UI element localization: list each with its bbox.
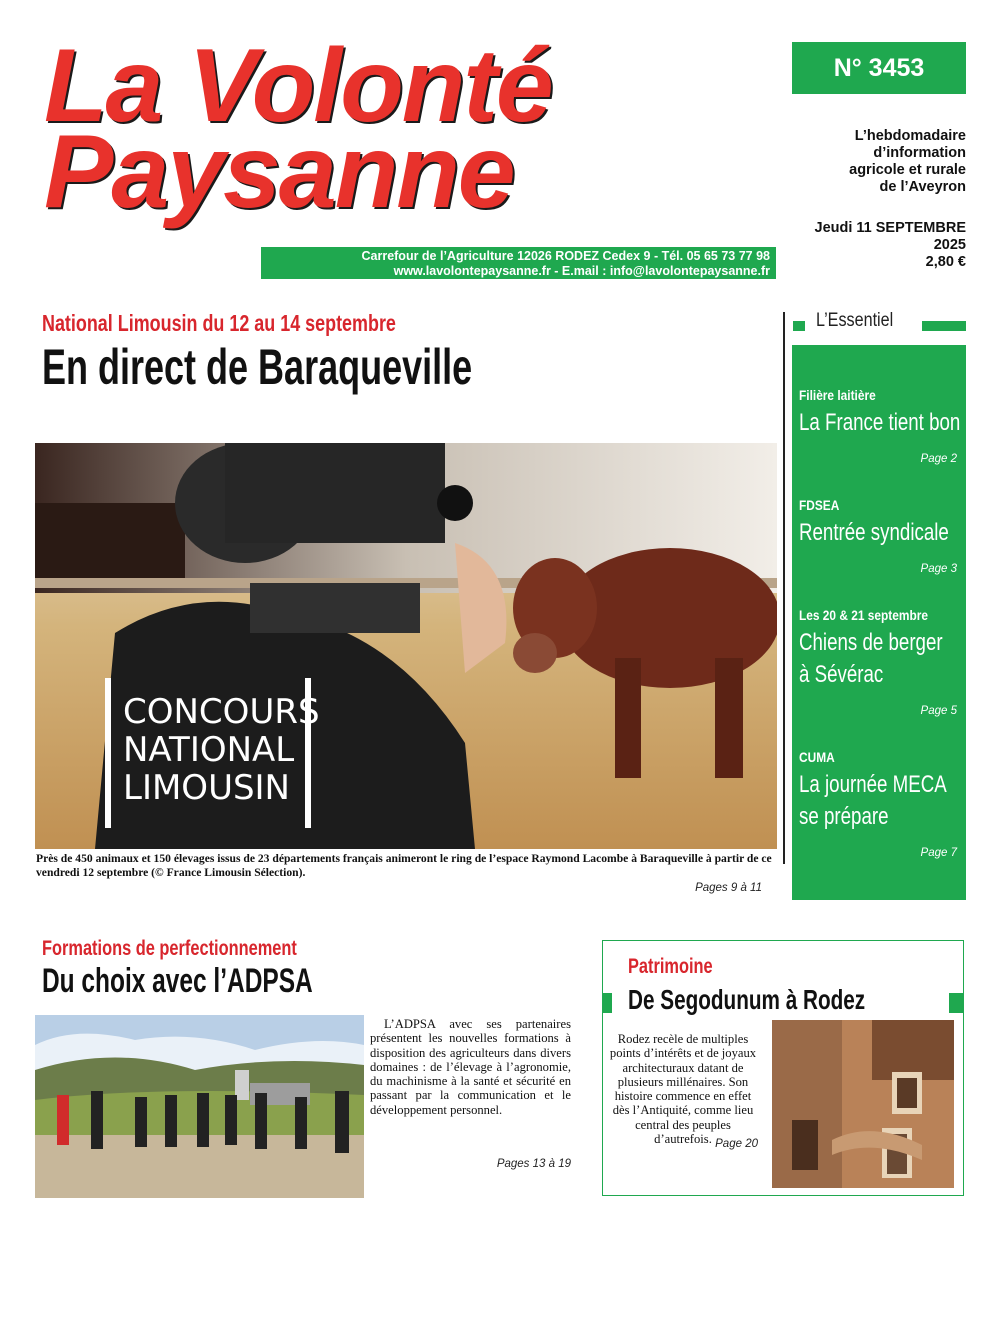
formations-kicker: Formations de perfectionnement [42,937,297,960]
lead-kicker: National Limousin du 12 au 14 septembre [42,310,396,336]
masthead-logo [44,28,744,230]
essentiel-kicker: FDSEA [799,497,840,513]
date-line-1: Jeudi 11 SEPTEMBRE [814,220,966,236]
headline-tab [602,993,612,1013]
tagline [780,128,966,196]
date-line-2: 2025 [933,237,966,253]
shirt-text: CONCOURS [123,692,320,732]
tagline-line: agricole et rurale [849,162,966,178]
essentiel-title-line: Chiens de berger [799,629,943,656]
essentiel-kicker: Les 20 & 21 septembre [799,607,928,623]
lead-page-ref: Pages 9 à 11 [695,882,762,894]
formations-photo [35,1015,364,1198]
essentiel-title-line: Rentrée syndicale [799,519,949,546]
shirt-print [105,678,320,828]
essentiel-page: Page 3 [920,563,957,575]
contact-banner [261,247,776,279]
patrimoine-kicker: Patrimoine [628,955,713,978]
issue-number: N° 3453 [792,42,966,94]
price: 2,80 € [925,254,966,270]
essentiel-title-line: à Sévérac [799,661,884,688]
tagline-line: L’hebdomadaire [854,128,966,144]
tagline-line: d’information [873,145,966,161]
heading-bar [922,321,966,331]
essentiel-title: L’Essentiel [816,310,894,331]
essentiel-title-line: La journée MECA [799,771,947,798]
patrimoine-photo [772,1020,954,1188]
patrimoine-headline: De Segodunum à Rodez [628,984,866,1015]
address-line: Carrefour de l’Agriculture 12026 RODEZ Cedex 9 - Tél. 05 65 73 77 98 [361,249,770,263]
patrimoine-body: Rodez recèle de multiples points d’intérêts et de joyaux architecturaux datant de plusieurs millénaires. Son histoire commence en effet dès l’Antiquité, comme lieu central des peuples d’autrefois. [609,1032,757,1147]
headline-tab [949,993,963,1013]
issue-date [780,220,966,271]
essentiel-kicker: CUMA [799,749,835,765]
formations-headline: Du choix avec l’ADPSA [42,962,313,1000]
essentiel-sidebar [792,345,966,900]
shirt-text: NATIONAL [123,730,295,770]
essentiel-title-line: se prépare [799,803,889,830]
heading-bar [793,321,805,331]
tagline-line: de l’Aveyron [879,179,966,195]
essentiel-title-line: La France tient bon [799,409,961,436]
patrimoine-page-ref: Page 20 [715,1138,758,1150]
lead-caption: Près de 450 animaux et 150 élevages issus de 23 départements français animeront le ring de l’espace Raymond Lacombe à Baraqueville à partir de ce vendredi 12 septembre (© France Limousin Sélection). [36,852,772,879]
essentiel-page: Page 5 [920,705,957,717]
shirt-text: LIMOUSIN [123,768,290,808]
web-email-line: www.lavolontepaysanne.fr - E.mail : info@lavolontepaysanne.fr [393,264,770,278]
logo-line-1: La Volonté [44,28,552,144]
lead-photo [35,443,777,849]
essentiel-heading [790,310,966,334]
essentiel-page: Page 7 [920,847,957,859]
lead-headline: En direct de Baraqueville [42,339,473,395]
formations-body: L’ADPSA avec ses partenaires présentent les nouvelles formations à disposition des agriculteurs dans divers domaines : de l’élevage à l’agronomie, du machinisme à la santé et sécurité en passant par la communication et le développement personnel. [370,1017,571,1117]
formations-page-ref: Pages 13 à 19 [496,1158,571,1170]
essentiel-page: Page 2 [920,453,957,465]
column-divider [783,312,785,864]
logo-line-2: Paysanne [44,114,514,230]
essentiel-kicker: Filière laitière [799,387,876,403]
